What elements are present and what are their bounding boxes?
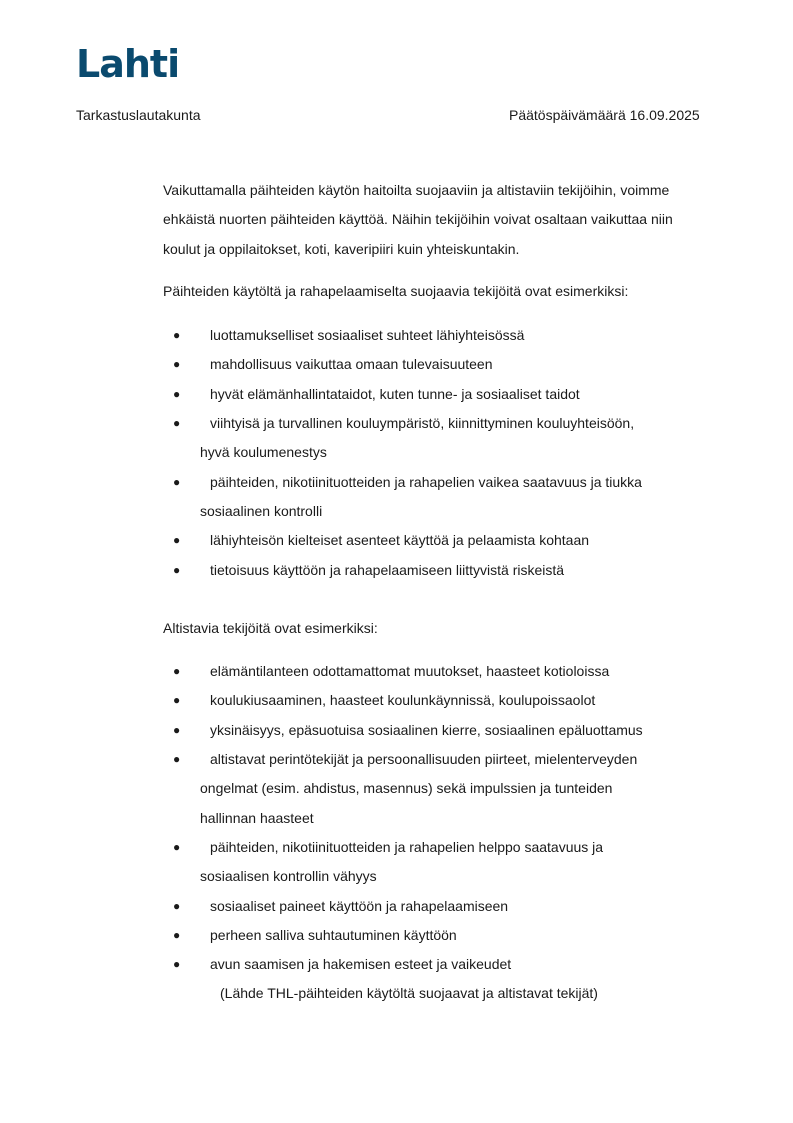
protective-heading: Päihteiden käytöltä ja rahapelaamiselta suojaavia tekijöitä ovat esimerkiksi: (163, 282, 629, 299)
list-item (163, 321, 723, 350)
bullet-icon: ● (173, 533, 181, 548)
list-item-text: viihtyisä ja turvallinen kouluympäristö, kiinnittyminen kouluyhteisöön, (210, 415, 635, 432)
list-item-text: päihteiden, nikotiinituotteiden ja rahapelien helppo saatavuus ja (210, 838, 604, 855)
list-item-text: päihteiden, nikotiinituotteiden ja rahapelien vaikea saatavuus ja tiukka (210, 473, 642, 490)
risk-factors-list (163, 657, 723, 979)
list-item-text: lähiyhteisön kielteiset asenteet käyttöä ja pelaamista kohtaan (210, 532, 590, 549)
list-item (163, 526, 723, 555)
intro-line: koulut ja oppilaitokset, koti, kaveripiiri kuin yhteiskuntakin. (163, 240, 520, 257)
bullet-icon: ● (173, 357, 181, 372)
list-item (163, 745, 723, 833)
bullet-icon: ● (173, 722, 181, 737)
list-item-text: perheen salliva suhtautuminen käyttöön (210, 926, 457, 943)
bullet-icon: ● (173, 386, 181, 401)
list-item (163, 657, 723, 686)
list-item-continuation: hallinnan haasteet (200, 809, 314, 826)
list-item (163, 833, 723, 892)
list-item (163, 409, 723, 468)
bullet-icon: ● (173, 664, 181, 679)
spacer (163, 643, 723, 657)
list-item-continuation: sosiaalinen kontrolli (200, 502, 323, 519)
list-item-text: sosiaaliset paineet käyttöön ja rahapelaamiseen (210, 897, 509, 914)
list-item-continuation: sosiaalisen kontrollin vähyys (200, 868, 377, 885)
risk-heading: Altistavia tekijöitä ovat esimerkiksi: (163, 619, 378, 636)
list-item (163, 380, 723, 409)
lahti-logo: Lahti (76, 42, 180, 86)
bullet-icon: ● (173, 927, 181, 942)
bullet-icon: ● (173, 328, 181, 343)
list-item-continuation: ongelmat (esim. ahdistus, masennus) sekä impulssien ja tunteiden (200, 780, 613, 797)
intro-line: Vaikuttamalla päihteiden käytön haitoilta suojaaviin ja altistaviin tekijöihin, voimme (163, 182, 670, 198)
list-item (163, 921, 723, 950)
bullet-icon: ● (173, 839, 181, 854)
bullet-icon: ● (173, 474, 181, 489)
list-item (163, 892, 723, 921)
list-item-text: hyvät elämänhallintataidot, kuten tunne- ja sosiaaliset taidot (210, 385, 580, 402)
list-item-text: yksinäisyys, epäsuotuisa sosiaalinen kierre, sosiaalinen epäluottamus (210, 721, 643, 738)
list-item (163, 556, 723, 585)
list-item-text: koulukiusaaminen, haasteet koulunkäynnissä, koulupoissaolot (210, 692, 596, 709)
bullet-icon: ● (173, 562, 181, 577)
bullet-icon: ● (173, 752, 181, 767)
list-item-text: elämäntilanteen odottamattomat muutokset, haasteet kotioloissa (210, 663, 610, 680)
list-item (163, 950, 723, 979)
source-note: (Lähde THL-päihteiden käytöltä suojaavat ja altistavat tekijät) (220, 985, 598, 1002)
list-item (163, 468, 723, 527)
list-item (163, 686, 723, 715)
spacer (163, 585, 723, 614)
document-body (163, 176, 723, 1009)
list-item (163, 350, 723, 379)
intro-paragraph (163, 176, 723, 264)
list-item-text: altistavat perintötekijät ja persoonallisuuden piirteet, mielenterveyden (210, 751, 638, 768)
list-item (163, 716, 723, 745)
bullet-icon: ● (173, 416, 181, 431)
bullet-icon: ● (173, 957, 181, 972)
list-item-continuation: hyvä koulumenestys (200, 444, 327, 461)
list-item-text: mahdollisuus vaikuttaa omaan tulevaisuuteen (210, 356, 493, 373)
list-item-text: avun saamisen ja hakemisen esteet ja vaikeudet (210, 956, 512, 973)
list-item-text: tietoisuus käyttöön ja rahapelaamiseen liittyvistä riskeistä (210, 561, 565, 578)
bullet-icon: ● (173, 693, 181, 708)
organization-name: Tarkastuslautakunta (76, 107, 201, 123)
bullet-icon: ● (173, 898, 181, 913)
intro-line: ehkäistä nuorten päihteiden käyttöä. Näihin tekijöihin voivat osaltaan vaikuttaa niin (163, 211, 673, 228)
decision-date: Päätöspäivämäärä 16.09.2025 (509, 107, 700, 123)
list-item-text: luottamukselliset sosiaaliset suhteet lähiyhteisössä (210, 327, 525, 344)
protective-factors-list (163, 321, 723, 585)
